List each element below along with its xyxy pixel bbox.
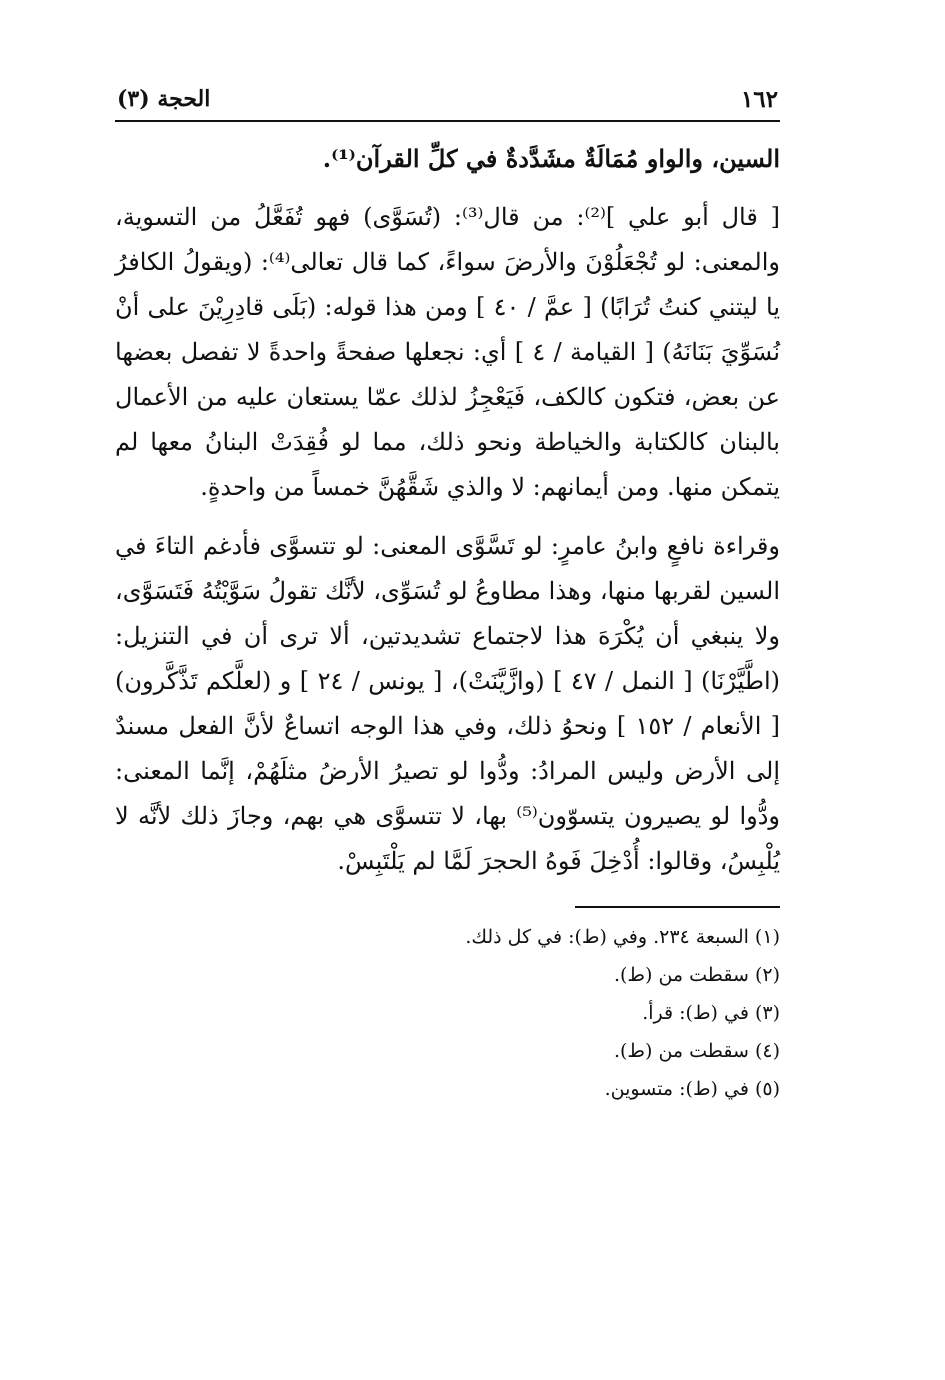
footnotes bbox=[115, 918, 780, 1108]
book-page bbox=[115, 80, 780, 1108]
footnote-1: (١) السبعة ٢٣٤. وفي (ط): في كل ذلك. bbox=[465, 926, 780, 948]
running-title: الحجة (٣) bbox=[117, 86, 211, 112]
footnote-5: (٥) في (ط): متسوين. bbox=[604, 1078, 780, 1100]
page-header bbox=[115, 80, 780, 122]
paragraph-abu-ali: [ قال أبو علي ]⁽²⁾: من قال⁽³⁾: (تُسَوَّى) فهو تُفَعَّلُ من التسوية، والمعنى: لو تُجْعَلُوْنَ والأرضَ سواءً، كما قال تعالى⁽⁴⁾: (ويقولُ الكافرُ يا ليتني كنتُ تُرَابًا) [ عمَّ / ٤٠ ] ومن هذا قوله: (بَلَى قادِرِيْنَ على أنْ نُسَوِّيَ بَنَانَهُ) [ القيامة / ٤ ] أي: نجعلها صفحةً واحدةً لا تفصل بعضها عن بعض، فتكون كالكف، فَيَعْجِزُ لذلك عمّا يستعان عليه من الأعمال بالبنان كالكتابة والخياطة ونحو ذلك، مما لو فُقِدَتْ البنانُ معها لم يتمكن منها. ومن أيمانهم: لا والذي شَقَّهُنَّ خمساً من واحدةٍ. bbox=[115, 203, 781, 501]
page-number: ١٦٢ bbox=[740, 86, 778, 113]
paragraph-nafi-reading: وقراءة نافعٍ وابنُ عامرٍ: لو تَسَّوَّى المعنى: لو تتسوَّى فأدغم التاءَ في السين لقربها منها، وهذا مطاوعُ لو تُسَوِّى، لأنَّك تقولُ سَوَّيْتُهُ فَتَسَوَّى، ولا ينبغي أن يُكْرَهَ هذا لاجتماع تشديدتين، ألا ترى أن في التنزيل: (اطَّيَّرْنَا) [ النمل / ٤٧ ] (وازَّيَّنَتْ)، [ يونس / ٢٤ ] و (لعلَّكم تَذَّكَّرون) [ الأنعام / ١٥٢ ] ونحوُ ذلك، وفي هذا الوجه اتساعٌ لأنَّ الفعل مسندٌ إلى الأرض وليس المرادُ: ودُّوا لو تصيرُ الأرضُ مثلَهُمْ، إنَّما المعنى: ودُّوا لو يصيرون يتسوّون⁽⁵⁾ بها، لا تتسوَّى هي بهم، وجازَ ذلك لأنَّه لا يُلْبِسُ، وقالوا: أُدْخِلَ فَوهُ الحجرَ لَمَّا لم يَلْتَبِسْ. bbox=[115, 532, 781, 875]
footnote-3: (٣) في (ط): قرأ. bbox=[642, 1002, 780, 1024]
paragraph-opening: السين، والواو مُمَالَةٌ مشَدَّدةٌ في كلِّ القرآن⁽¹⁾. bbox=[322, 144, 780, 173]
footnote-4: (٤) سقطت من (ط). bbox=[613, 1040, 780, 1062]
footnote-separator bbox=[575, 906, 780, 908]
footnote-2: (٢) سقطت من (ط). bbox=[613, 964, 780, 986]
